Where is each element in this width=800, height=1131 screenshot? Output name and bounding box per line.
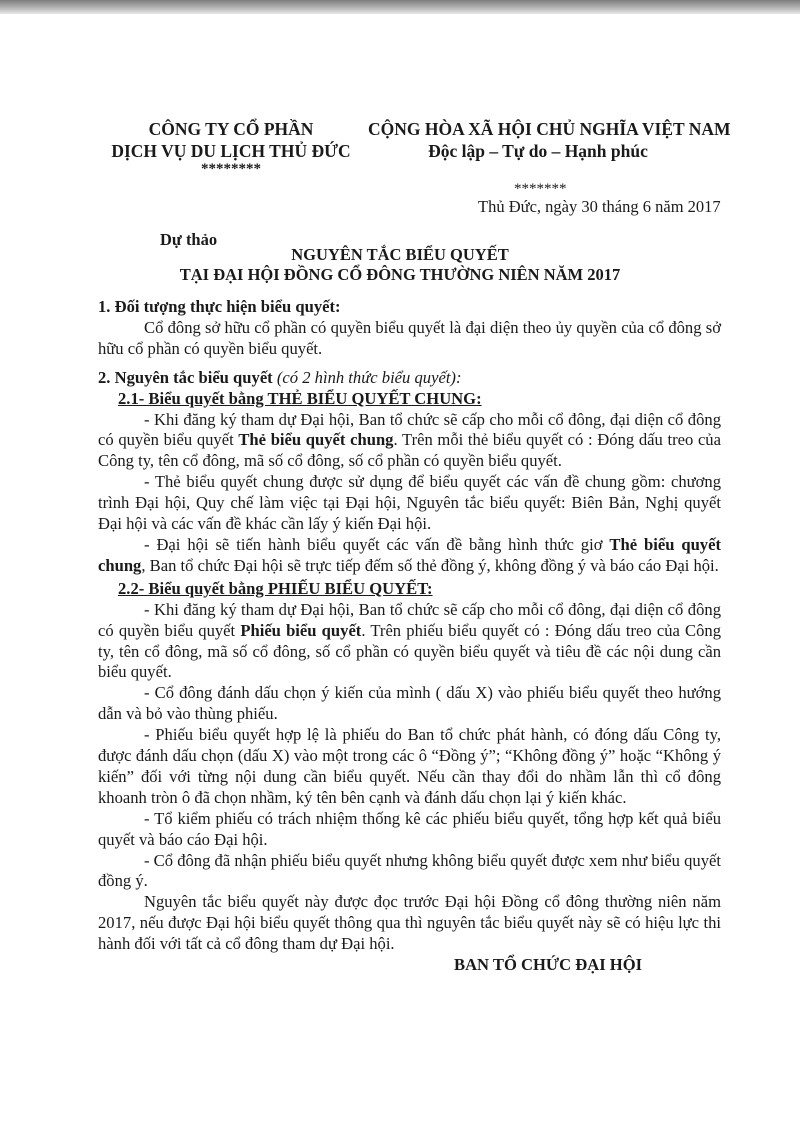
sub1-paragraph2: - Thẻ biểu quyết chung được sử dụng để biểu quyết các vấn đề chung gồm: chương trình Đại hội, Quy chế làm việc tại Đại hội, Nguyên tắc biểu quyết: Biên Bản, Nghị quyết Đại hội và các vấn đề khác cần lấy ý kiến Đại hội.	[98, 472, 721, 534]
title-line1: NGUYÊN TẮC BIỂU QUYẾT	[291, 245, 509, 264]
national-header	[368, 118, 731, 162]
section1-text: Cổ đông sở hữu cổ phần có quyền biểu quyết là đại diện theo ủy quyền của cổ đông sở hữu cổ phần có quyền biểu quyết.	[98, 317, 721, 358]
sub2-paragraph3: - Phiếu biểu quyết hợp lệ là phiếu do Ban tổ chức phát hành, có đóng dấu Công ty, được đánh dấu chọn (dấu X) vào một trong các ô “Đồng ý”; “Không đồng ý” hoặc “Không ý kiến” đối với từng nội dung cần biểu quyết. Nếu cần thay đổi do nhầm lẫn thì cổ đông khoanh tròn ô đã chọn nhầm, ký tên bên cạnh và đánh dấu chọn lại ý kiến khác.	[98, 725, 721, 807]
sub2-p1-text-b: . Trên phiếu biểu quyết có : Đóng dấu treo của Công ty, tên cổ đông, mã số cổ đông, số cổ phần có quyền biểu quyết và tiêu đề các nội dung cần biểu quyết.	[98, 620, 721, 682]
company-separator: ********	[201, 161, 261, 177]
sub1-p1-text-a: - Khi đăng ký tham dự Đại hội, Ban tổ chức sẽ cấp cho mỗi cổ đông, đại diện cổ đông có quyền biểu quyết	[98, 409, 721, 450]
subsection1-heading: 2.1- Biểu quyết bằng THẺ BIỂU QUYẾT CHUNG:	[118, 388, 482, 408]
company-name-line1: CÔNG TY CỔ PHẦN	[148, 119, 314, 139]
company-name-line2: DỊCH VỤ DU LỊCH THỦ ĐỨC	[111, 141, 351, 161]
sub2-paragraph5: - Cổ đông đã nhận phiếu biểu quyết nhưng không biểu quyết được xem như biểu quyết đồng ý.	[98, 850, 721, 891]
sub1-p1-text-b: . Trên mỗi thẻ biểu quyết có : Đóng dấu treo của Công ty, tên cổ đông, mã số cổ đông, số cổ phần có quyền biểu quyết.	[98, 430, 721, 471]
signature-block: BAN TỔ CHỨC ĐẠI HỘI	[454, 955, 643, 975]
sub1-p3-text-b: , Ban tổ chức Đại hội sẽ trực tiếp đếm số thẻ đồng ý, không đồng ý và báo cáo Đại hội.	[141, 555, 719, 575]
sub2-p1-text-a: - Khi đăng ký tham dự Đại hội, Ban tổ chức sẽ cấp cho mỗi cổ đông, đại diện cổ đông có quyền biểu quyết	[98, 599, 721, 640]
section2-heading	[98, 368, 721, 389]
sub2-paragraph1	[98, 600, 721, 684]
company-name	[100, 118, 362, 162]
motto-separator: *******	[514, 181, 567, 197]
sub1-p3-text-a: - Đại hội sẽ tiến hành biểu quyết các vấn đề bằng hình thức giơ	[144, 534, 610, 554]
sub1-paragraph3	[98, 535, 721, 577]
sub1-paragraph1	[98, 410, 721, 473]
closing-paragraph: Nguyên tắc biểu quyết này được đọc trước Đại hội Đồng cổ đông thường niên năm 2017, nếu được Đại hội biểu quyết thông qua thì nguyên tắc biểu quyết này sẽ có hiệu lực thi hành đối với tất cả cổ đông tham dự Đại hội.	[98, 892, 721, 954]
section2-heading-text: 2. Nguyên tắc biểu quyết	[98, 367, 273, 387]
document-title	[140, 245, 660, 285]
title-line2: TẠI ĐẠI HỘI ĐỒNG CỔ ĐÔNG THƯỜNG NIÊN NĂM 2017	[179, 265, 621, 284]
sub2-p1-bold: Phiếu biểu quyết	[240, 620, 362, 640]
sub2-paragraph2: - Cổ đông đánh dấu chọn ý kiến của mình ( dấu X) vào phiếu biểu quyết theo hướng dẫn và bỏ vào thùng phiếu.	[98, 683, 721, 724]
nation-name: CỘNG HÒA XÃ HỘI CHỦ NGHĨA VIỆT NAM	[368, 119, 731, 139]
section2-heading-note: (có 2 hình thức biểu quyết):	[276, 367, 462, 387]
sub1-p3-bold: Thẻ biểu quyết chung	[98, 534, 721, 575]
national-motto: Độc lập – Tự do – Hạnh phúc	[428, 141, 648, 161]
sub2-paragraph4: - Tổ kiểm phiếu có trách nhiệm thống kê các phiếu biểu quyết, tổng hợp kết quả biểu quyết và báo cáo Đại hội.	[98, 808, 721, 849]
date-line: Thủ Đức, ngày 30 tháng 6 năm 2017	[478, 197, 721, 216]
sub1-p1-bold: Thẻ biểu quyết chung	[238, 430, 394, 450]
scan-edge	[0, 0, 800, 14]
section1-heading: 1. Đối tượng thực hiện biểu quyết:	[98, 297, 341, 316]
draft-label: Dự thảo	[160, 230, 218, 249]
document-body	[98, 297, 721, 976]
subsection2-heading: 2.2- Biểu quyết bằng PHIẾU BIỂU QUYẾT:	[118, 578, 433, 598]
